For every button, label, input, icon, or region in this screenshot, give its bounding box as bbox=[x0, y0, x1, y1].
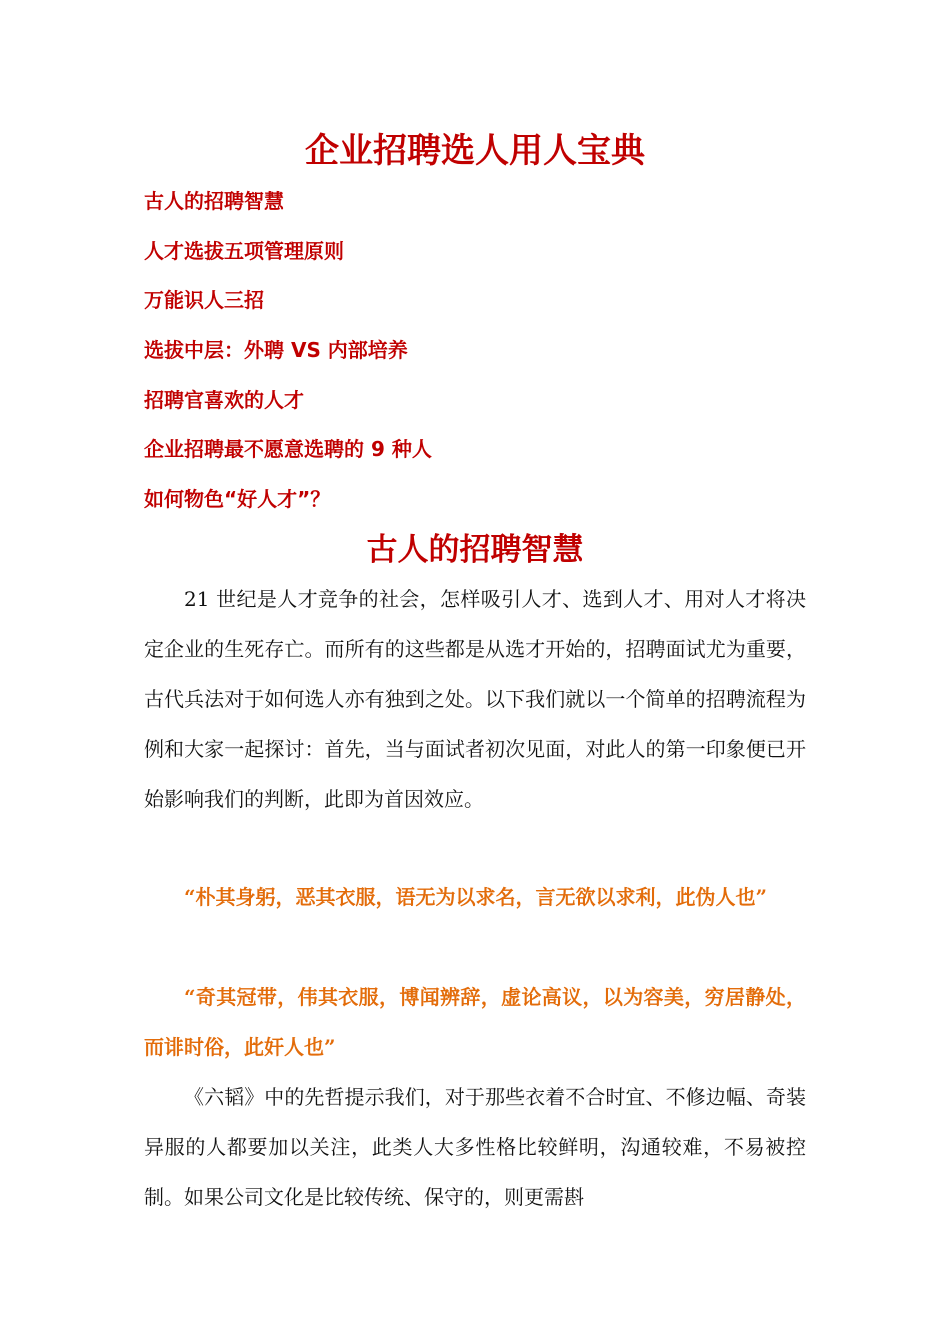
toc-item-ancient-wisdom[interactable]: 古人的招聘智慧 bbox=[144, 189, 284, 213]
paragraph-liutao-explanation: 《六韬》中的先哲提示我们，对于那些衣着不合时宜、不修边幅、奇装异服的人都要加以关注，此类人大多性格比较鲜明，沟通较难，不易被控制。如果公司文化是比较传统、保守的，则更需斟 bbox=[144, 1085, 806, 1209]
section-title: 古人的招聘智慧 bbox=[366, 532, 584, 568]
toc-item-middle-management[interactable]: 选拔中层：外聘 VS 内部培养 bbox=[144, 338, 408, 363]
toc-item-five-principles[interactable]: 人才选拔五项管理原则 bbox=[144, 238, 344, 263]
quote-liutao-2: “奇其冠带，伟其衣服，博闻辨辞，虚论高议，以为容美，穷居静处，而诽时俗，此奸人也” bbox=[144, 985, 806, 1059]
quote-liutao-1: “朴其身躬，恶其衣服，语无为以求名，言无欲以求利，此伪人也” bbox=[184, 885, 768, 909]
document-title: 企业招聘选人用人宝典 bbox=[305, 131, 645, 171]
toc-item-find-good-talent[interactable]: 如何物色“好人才”？ bbox=[144, 487, 331, 512]
paragraph-intro: 21 世纪是人才竞争的社会，怎样吸引人才、选到人才、用对人才将决定企业的生死存亡。而所有的这些都是从选才开始的，招聘面试尤为重要，古代兵法对于如何选人亦有独到之处。以下我们就以一个简单的招聘流程为例和大家一起探讨：首先，当与面试者初次见面，对此人的第一印象便已开始影响我们的判断，此即为首因效应。 bbox=[144, 587, 806, 811]
table-of-contents bbox=[144, 181, 824, 529]
toc-item-nine-types[interactable]: 企业招聘最不愿意选聘的 9 种人 bbox=[144, 437, 432, 462]
toc-item-three-methods[interactable]: 万能识人三招 bbox=[144, 288, 264, 313]
toc-item-favored-talent[interactable]: 招聘官喜欢的人才 bbox=[144, 387, 304, 412]
